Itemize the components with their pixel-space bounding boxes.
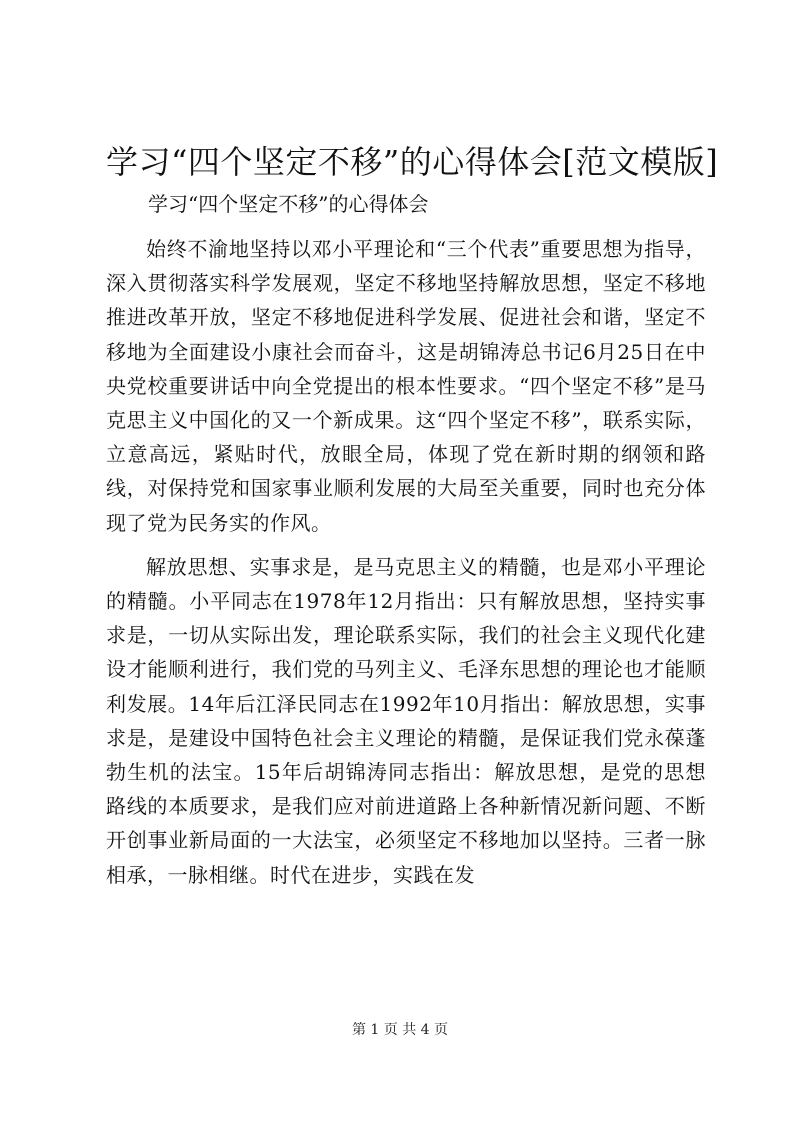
- document-subtitle: 学习“四个坚定不移”的心得体会: [148, 192, 429, 216]
- body-paragraph: 解放思想、实事求是，是马克思主义的精髓，也是邓小平理论的精髓。小平同志在1978年12月指出：只有解放思想，坚持实事求是，一切从实际出发，理论联系实际，我们的社会主义现代化建设才能顺利进行，我们党的马列主义、毛泽东思想的理论也才能顺利发展。14年后江泽民同志在1992年10月指出：解放思想，实事求是，是建设中国特色社会主义理论的精髓，是保证我们党永葆蓬勃生机的法宝。15年后胡锦涛同志指出：解放思想，是党的思想路线的本质要求，是我们应对前进道路上各种新情况新问题、不断开创事业新局面的一大法宝，必须坚定不移地加以坚持。三者一脉相承，一脉相继。时代在进步，实践在发: [106, 554, 706, 887]
- page-footer: 第 1 页 共 4 页: [351, 1022, 449, 1038]
- document-title: 学习“四个坚定不移”的心得体会[范文模版]: [106, 143, 719, 181]
- document-body: [106, 232, 706, 892]
- body-paragraph: 始终不渝地坚持以邓小平理论和“三个代表”重要思想为指导，深入贯彻落实科学发展观，坚定不移地坚持解放思想，坚定不移地推进改革开放，坚定不移地促进科学发展、促进社会和谐，坚定不移地为全面建设小康社会而奋斗，这是胡锦涛总书记6月25日在中央党校重要讲话中向全党提出的根本性要求。“四个坚定不移”是马克思主义中国化的又一个新成果。这“四个坚定不移”，联系实际，立意高远，紧贴时代，放眼全局，体现了党在新时期的纲领和路线，对保持党和国家事业顺利发展的大局至关重要，同时也充分体现了党为民务实的作风。: [106, 237, 706, 535]
